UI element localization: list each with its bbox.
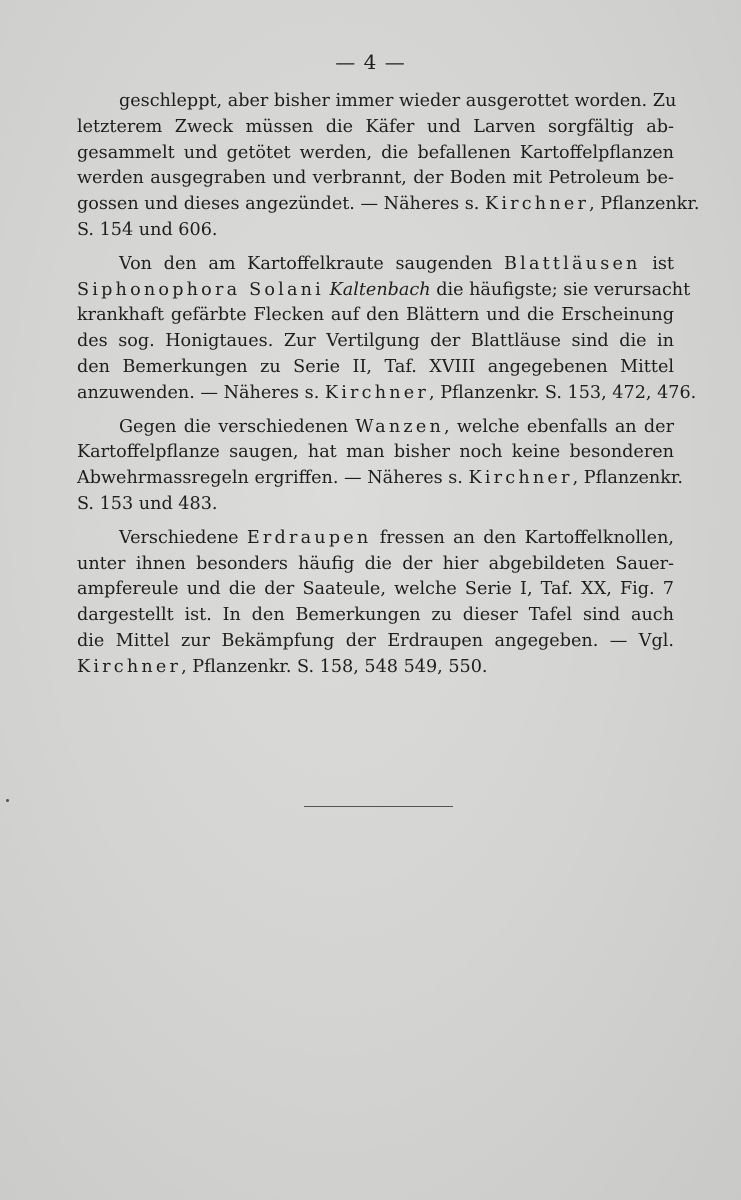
text-run: letzterem Zweck müssen die Käfer und Larven sorgfältig ab-	[77, 116, 674, 137]
spaced-term: Kirchner	[77, 656, 182, 677]
text-run: werden ausgegraben und verbrannt, der Boden mit Petroleum be-	[77, 168, 674, 189]
text-line	[77, 440, 674, 466]
text-line	[77, 218, 674, 244]
text-run: die Mittel zur Bekämpfung der Erdraupen angegeben. — Vgl.	[77, 630, 674, 651]
italic-term: Kaltenbach	[329, 279, 431, 300]
text-run: unter ihnen besonders häufig die der hier abgebildeten Sauer-	[77, 553, 674, 574]
text-run: Abwehrmassregeln ergriffen. — Näheres s.	[77, 468, 469, 489]
text-run: , welche ebenfalls an der	[443, 416, 674, 437]
text-run: gesammelt und getötet werden, die befallenen Kartoffelpflanzen	[77, 142, 674, 163]
text-line	[77, 552, 674, 578]
spaced-term: Kirchner	[484, 194, 590, 215]
text-line	[77, 603, 674, 629]
text-line	[77, 141, 674, 167]
text-line	[77, 381, 697, 407]
text-run: ist	[640, 253, 674, 274]
text-run: , Pflanzenkr. S. 158, 548 549, 550.	[181, 656, 488, 677]
spaced-term: Wanzen	[355, 416, 444, 437]
text-line	[77, 577, 674, 603]
text-line	[77, 329, 674, 355]
spaced-term: Erdraupen	[246, 527, 372, 548]
paragraph	[77, 252, 697, 407]
text-run: ampfereule und die der Saateule, welche Serie I, Taf. XX, Fig. 7	[77, 579, 674, 600]
spaced-term: Kirchner	[468, 468, 573, 489]
paper-speck	[6, 799, 9, 802]
paragraph	[77, 526, 674, 681]
text-line	[77, 303, 674, 329]
text-line	[77, 252, 674, 278]
page-number: — 4 —	[335, 50, 406, 74]
text-line	[77, 355, 674, 381]
text-run: anzuwenden. — Näheres s.	[77, 382, 325, 403]
text-run: Verschiedene	[119, 527, 247, 548]
text-line	[77, 89, 677, 115]
text-line	[77, 629, 674, 655]
text-line	[77, 166, 674, 192]
text-line	[77, 278, 691, 304]
end-rule	[304, 806, 453, 807]
text-run: die häufigste; sie verursacht	[430, 279, 691, 300]
text-run: Kartoffelpflanze saugen, hat man bisher noch keine besonderen	[77, 442, 674, 463]
text-run: gossen und dieses angezündet. — Näheres s.	[77, 194, 485, 215]
text-line	[77, 492, 674, 518]
paragraph	[77, 89, 700, 244]
text-line	[77, 466, 683, 492]
text-run: , Pflanzenkr.	[572, 468, 683, 489]
text-line	[77, 415, 674, 441]
text-run: Gegen die verschiedenen	[119, 416, 356, 437]
text-run: S. 154 und 606.	[77, 219, 218, 240]
spaced-term: Kirchner	[324, 382, 430, 403]
text-run: Von den am Kartoffelkraute saugenden	[119, 253, 504, 274]
text-run: krankhaft gefärbte Flecken auf den Blättern und die Erscheinung	[77, 305, 674, 326]
text-run: geschleppt, aber bisher immer wieder ausgerottet worden. Zu	[119, 91, 677, 111]
text-run: den Bemerkungen zu Serie II, Taf. XVIII angegebenen Mittel	[77, 356, 674, 377]
text-run: des sog. Honigtaues. Zur Vertilgung der Blattläuse sind die in	[77, 331, 674, 352]
text-run: dargestellt ist. In den Bemerkungen zu dieser Tafel sind auch	[77, 605, 674, 626]
spaced-term: Blattläusen	[503, 253, 641, 274]
body-text	[77, 89, 700, 689]
paragraph	[77, 415, 683, 518]
text-run: , Pflanzenkr. S. 153, 472, 476.	[429, 382, 697, 403]
text-run: fressen an den Kartoffelknollen,	[371, 527, 674, 548]
text-line	[77, 115, 674, 141]
spaced-term: Siphonophora Solani	[77, 279, 324, 300]
text-line	[77, 655, 674, 681]
text-run: S. 153 und 483.	[77, 493, 218, 514]
text-line	[77, 526, 674, 552]
text-run: , Pflanzenkr.	[589, 194, 700, 215]
text-line	[77, 192, 700, 218]
